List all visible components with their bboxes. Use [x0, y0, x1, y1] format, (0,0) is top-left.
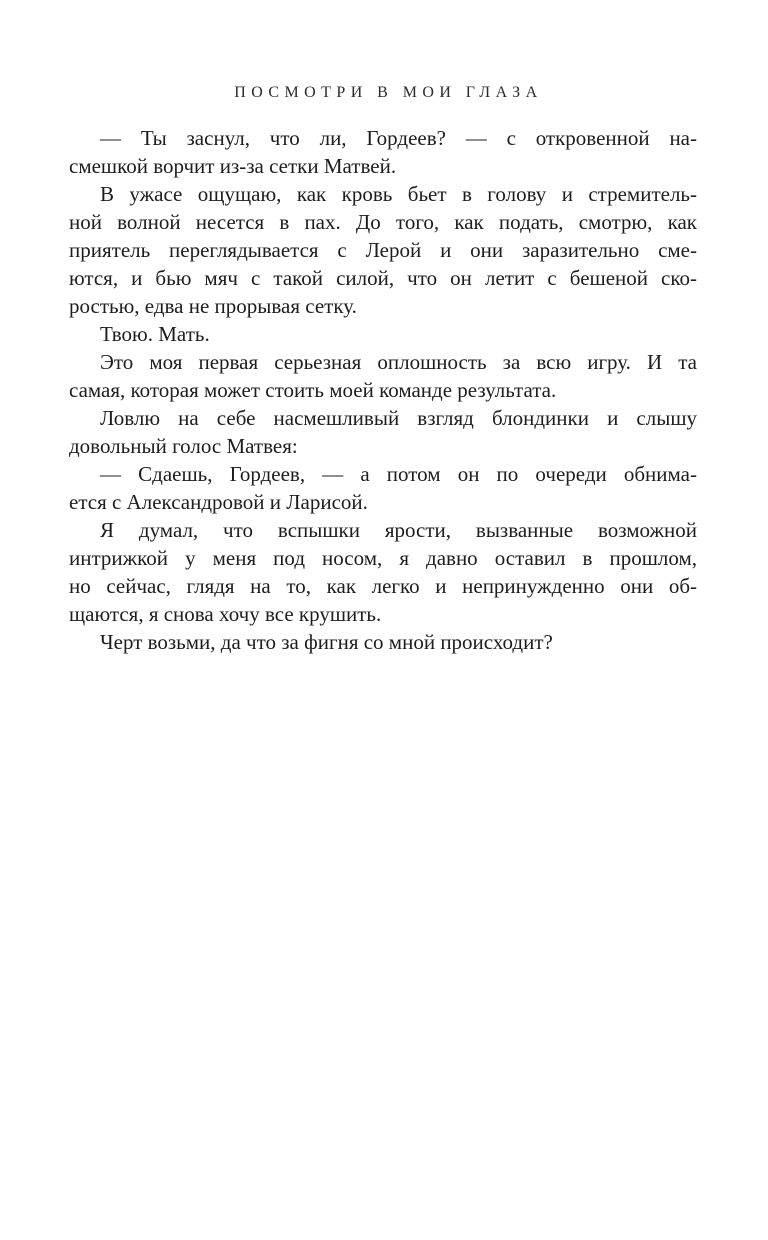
paragraph	[69, 404, 697, 460]
text-line: интрижкой у меня под носом, я давно оставил в прошлом,	[69, 546, 697, 570]
text-line: Ловлю на себе насмешливый взгляд блондинки и слышу	[100, 406, 697, 430]
text-line: ростью, едва не прорывая сетку.	[69, 294, 357, 318]
paragraph	[69, 320, 697, 348]
text-line: самая, которая может стоить моей команде результата.	[69, 378, 557, 402]
text-line: В ужасе ощущаю, как кровь бьет в голову и стремитель-	[100, 182, 697, 206]
text-line: приятель переглядывается с Лерой и они заразительно сме-	[69, 238, 697, 262]
text-line: смешкой ворчит из-за сетки Матвей.	[69, 154, 397, 178]
paragraph	[69, 124, 697, 180]
text-line: ются, и бью мяч с такой силой, что он летит с бешеной ско-	[69, 266, 697, 290]
text-line: Черт возьми, да что за фигня со мной происходит?	[100, 630, 553, 654]
text-line: ется с Александровой и Ларисой.	[69, 490, 368, 514]
paragraph	[69, 628, 697, 656]
running-head: ПОСМОТРИ В МОИ ГЛАЗА	[234, 84, 543, 101]
text-line: ной волной несется в пах. До того, как подать, смотрю, как	[69, 210, 697, 234]
paragraph	[69, 180, 697, 320]
text-line: щаются, я снова хочу все крушить.	[69, 602, 382, 626]
paragraph	[69, 516, 697, 628]
text-line: — Сдаешь, Гордеев, — а потом он по очереди обнима-	[100, 462, 697, 486]
text-line: — Ты заснул, что ли, Гордеев? — с откровенной на-	[100, 126, 697, 150]
page-text	[69, 124, 697, 656]
text-line: Это моя первая серьезная оплошность за всю игру. И та	[100, 350, 697, 374]
text-line: Я думал, что вспышки ярости, вызванные возможной	[100, 518, 697, 542]
text-line: но сейчас, глядя на то, как легко и непринужденно они об-	[69, 574, 697, 598]
paragraph	[69, 348, 697, 404]
text-line: довольный голос Матвея:	[69, 434, 298, 458]
text-line: Твою. Мать.	[100, 322, 210, 346]
paragraph	[69, 460, 697, 516]
